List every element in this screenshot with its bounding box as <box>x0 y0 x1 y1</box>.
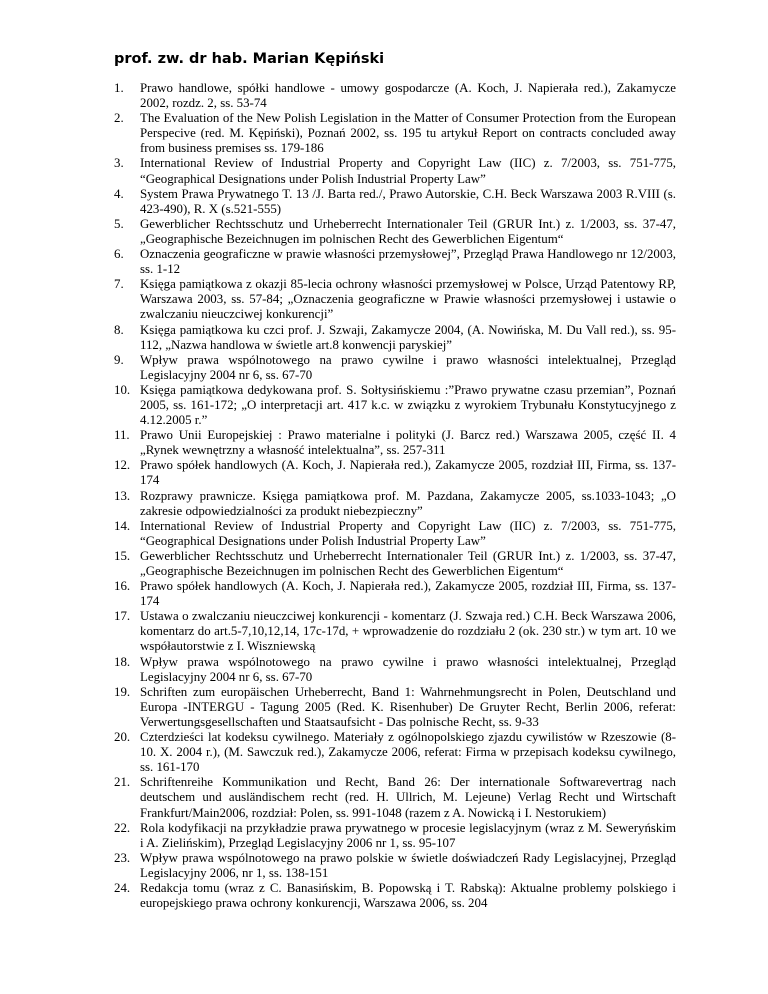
list-item <box>114 775 676 820</box>
list-item-text: Księga pamiątkowa ku czci prof. J. Szwaji, Zakamycze 2004, (A. Nowińska, M. Du Vall red.), ss. 95-112, „Nazwa handlowa w świetle art.8 konwencji paryskiej” <box>140 322 676 352</box>
list-item-number: 2. <box>114 111 124 126</box>
list-item-number: 14. <box>114 518 131 533</box>
list-item-text: Prawo spółek handlowych (A. Koch, J. Napierała red.), Zakamycze 2005, rozdział III, Firma, ss. 137-174 <box>140 579 676 609</box>
list-item <box>114 156 676 186</box>
list-item <box>114 881 676 911</box>
list-item <box>114 247 676 277</box>
list-item-text: Prawo spółek handlowych (A. Koch, J. Napierała red.), Zakamycze 2005, rozdział III, Firma, ss. 137-174 <box>140 458 676 488</box>
list-item-number: 10. <box>114 382 131 397</box>
list-item-text: Schriftenreihe Kommunikation und Recht, Band 26: Der internationale Softwarevertrag nach deutschem und ausländischem recht (red. H. Ullrich, M. Lejeune) Verlag Recht und Wirtschaft Frankfurt/Main2006, rozdział: Polen, ss. 991-1048 (razem z A. Nowicką i I. Nestorukiem) <box>140 775 676 820</box>
list-item <box>114 383 676 428</box>
list-item-text: Prawo Unii Europejskiej : Prawo materialne i polityki (J. Barcz red.) Warszawa 2005, część II. 4 „Rynek wewnętrzny a własność intelektualna”, ss. 257-311 <box>140 428 676 458</box>
list-item <box>114 579 676 609</box>
list-item <box>114 111 676 156</box>
list-item-text: Rola kodyfikacji na przykładzie prawa prywatnego w procesie legislacyjnym (wraz z M. Seweryńskim i A. Zielińskim), Przegląd Legislacyjny 2006 nr 1, ss. 95-107 <box>140 820 676 850</box>
list-item <box>114 549 676 579</box>
list-item-number: 18. <box>114 654 131 669</box>
list-item-text: Rozprawy prawnicze. Księga pamiątkowa prof. M. Pazdana, Zakamycze 2005, ss.1033-1043; „O zakresie odpowiedzialności za produkt niebezpieczny” <box>140 488 676 518</box>
list-item <box>114 851 676 881</box>
list-item <box>114 187 676 217</box>
list-item-text: Prawo handlowe, spółki handlowe - umowy gospodarcze (A. Koch, J. Napierała red.), Zakamycze 2002, rozdz. 2, ss. 53-74 <box>140 81 676 111</box>
list-item <box>114 277 676 322</box>
list-item-text: Wpływ prawa wspólnotowego na prawo cywilne i prawo własności intelektualnej, Przegląd Legislacyjny 2004 nr 6, ss. 67-70 <box>140 654 676 684</box>
list-item-number: 17. <box>114 609 131 624</box>
list-item-number: 20. <box>114 730 131 745</box>
list-item-text: Gewerblicher Rechtsschutz und Urheberrecht Internationaler Teil (GRUR Int.) z. 1/2003, ss. 37-47, „Geographische Bezeichnugen im polnischen Recht des Gewerblichen Eigentum“ <box>140 548 676 578</box>
list-item <box>114 519 676 549</box>
list-item-number: 15. <box>114 548 131 563</box>
publication-list <box>114 81 676 911</box>
list-item-number: 24. <box>114 880 131 895</box>
list-item <box>114 685 676 730</box>
list-item-text: Redakcja tomu (wraz z C. Banasińskim, B. Popowską i T. Rabską): Aktualne problemy polskiego i europejskiego prawa ochrony konkurencji, Warszawa 2006, ss. 204 <box>140 880 676 911</box>
list-item <box>114 428 676 458</box>
list-item-number: 5. <box>114 216 124 231</box>
list-item <box>114 458 676 488</box>
list-item-text: The Evaluation of the New Polish Legislation in the Matter of Consumer Protection from the European Perspecive (red. M. Kępiński), Poznań 2002, ss. 195 tu artykuł Report on contracts concluded away from business premises ss. 179-186 <box>140 111 676 156</box>
list-item-text: Ustawa o zwalczaniu nieuczciwej konkurencji - komentarz (J. Szwaja red.) C.H. Beck Warszawa 2006, komentarz do art.5-7,10,12,14, 17c-17d, + wprowadzenie do rozdziału 2 (ok. 230 str.) w tym art. 10 we współautorstwie z I. Wiszniewską <box>140 609 676 654</box>
list-item <box>114 353 676 383</box>
list-item-number: 12. <box>114 458 131 473</box>
list-item-text: Księga pamiątkowa z okazji 85-lecia ochrony własności przemysłowej w Polsce, Urząd Patentowy RP, Warszawa 2003, ss. 57-84; „Oznaczenia geograficzne w Prawie własności przemysłowej i ustawie o zwalczaniu nieuczciwej konkurencji” <box>140 277 676 322</box>
list-item-number: 16. <box>114 579 131 594</box>
list-item-text: Oznaczenia geograficzne w prawie własności przemysłowej”, Przegląd Prawa Handlowego nr 12/2003, ss. 1-12 <box>140 247 676 277</box>
list-item-number: 4. <box>114 186 124 201</box>
list-item <box>114 821 676 851</box>
list-item <box>114 609 676 654</box>
list-item-number: 13. <box>114 488 131 503</box>
list-item-number: 6. <box>114 247 124 262</box>
list-item-number: 1. <box>114 81 124 95</box>
list-item-text: System Prawa Prywatnego T. 13 /J. Barta red./, Prawo Autorskie, C.H. Beck Warszawa 2003 R.VIII (s. 423-490), R. X (s.521-555) <box>140 186 676 216</box>
list-item-number: 7. <box>114 277 124 292</box>
list-item-text: International Review of Industrial Property and Copyright Law (IIC) z. 7/2003, ss. 751-775, “Geographical Designations under Polish Industrial Property Law” <box>140 518 676 548</box>
list-item-text: Wpływ prawa wspólnotowego na prawo polskie w świetle doświadczeń Rady Legislacyjnej, Przegląd Legislacyjny 2006, nr 1, ss. 138-151 <box>140 850 676 880</box>
list-item <box>114 217 676 247</box>
list-item <box>114 81 676 111</box>
list-item <box>114 655 676 685</box>
list-item-text: Gewerblicher Rechtsschutz und Urheberrecht Internationaler Teil (GRUR Int.) z. 1/2003, ss. 37-47, „Geographische Bezeichnugen im polnischen Recht des Gewerblichen Eigentum“ <box>140 216 676 246</box>
list-item-number: 21. <box>114 775 131 790</box>
list-item-number: 23. <box>114 850 131 865</box>
list-item-text: Księga pamiątkowa dedykowana prof. S. Sołtysińskiemu :”Prawo prywatne czasu przemian”, Poznań 2005, ss. 161-172; „O interpretacji art. 417 k.c. w związku z wyrokiem Trybunału Konstytucyjnego z 4.12.2005 r.” <box>140 382 676 428</box>
list-item-number: 22. <box>114 820 131 835</box>
list-item <box>114 323 676 353</box>
list-item-text: Schriften zum europäischen Urheberrecht, Band 1: Wahrnehmungsrecht in Polen, Deutschland und Europa -INTERGU - Tagung 2005 (Red. K. Risenhuber) De Gruyter Recht, Berlin 2006, referat: Verwertungsgesellschaften und Staatsaufsicht - Das polnische Recht, ss. 9-33 <box>140 684 676 729</box>
list-item <box>114 489 676 519</box>
list-item-number: 19. <box>114 684 131 699</box>
list-item-number: 11. <box>114 428 130 443</box>
list-item <box>114 730 676 775</box>
list-item-text: International Review of Industrial Property and Copyright Law (IIC) z. 7/2003, ss. 751-775, “Geographical Designations under Polish Industrial Property Law” <box>140 156 676 186</box>
list-item-number: 9. <box>114 352 124 367</box>
author-heading: prof. zw. dr hab. Marian Kępiński <box>114 51 385 67</box>
list-item-number: 8. <box>114 322 124 337</box>
list-item-number: 3. <box>114 156 124 171</box>
list-item-text: Czterdzieści lat kodeksu cywilnego. Materiały z ogólnopolskiego zjazdu cywilistów w Rzeszowie (8-10. X. 2004 r.), (M. Sawczuk red.), Zakamycze 2006, referat: Firma w przepisach kodeksu cywilnego, ss. 161-170 <box>140 730 676 775</box>
list-item-text: Wpływ prawa wspólnotowego na prawo cywilne i prawo własności intelektualnej, Przegląd Legislacyjny 2004 nr 6, ss. 67-70 <box>140 352 676 382</box>
